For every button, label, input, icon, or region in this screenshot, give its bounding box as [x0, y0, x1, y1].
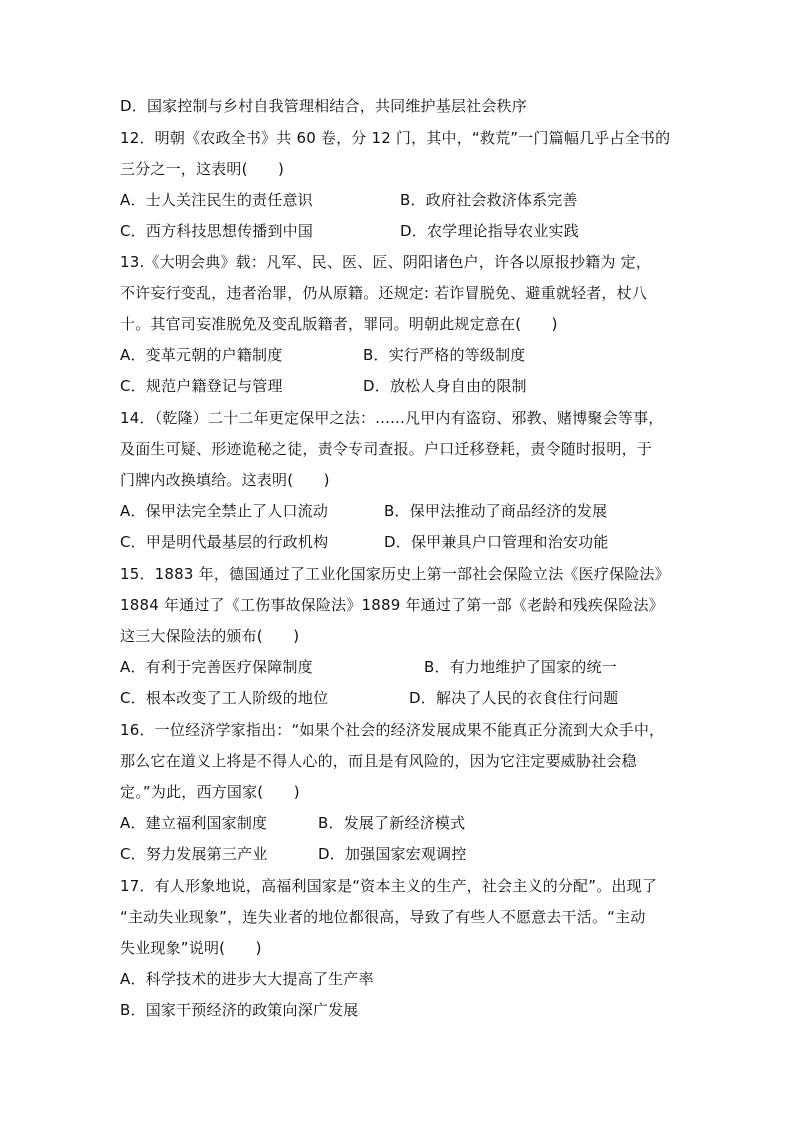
q15-stem-line3: 这三大保险法的颁布( )	[120, 627, 300, 645]
q14-option-a: A．保甲法完全禁止了人口流动	[120, 502, 329, 520]
q13-stem-line3: 十。其官司妄准脱免及变乱版籍者，罪同。明朝此规定意在( )	[120, 315, 558, 333]
q16-option-b: B．发展了新经济模式	[318, 814, 466, 832]
q15-option-c: C．根本改变了工人阶级的地位	[120, 689, 329, 707]
q12-stem-line2: 三分之一，这表明( )	[120, 160, 285, 178]
q16-stem-line1: 16．一位经济学家指出：“如果个社会的经济发展成果不能真正分流到大众手中，	[120, 721, 665, 739]
q14-option-c: C．甲是明代最基层的行政机构	[120, 533, 329, 551]
q15-option-a: A．有利于完善医疗保障制度	[120, 658, 313, 676]
q13-stem-line2: 不许妄行变乱，违者治罪，仍从原籍。还规定: 若诈冒脱免、避重就轻者，杖八	[120, 284, 648, 302]
q14-option-d: D．保甲兼具户口管理和治安功能	[384, 533, 609, 551]
q15-option-d: D．解决了人民的衣食住行问题	[409, 689, 619, 707]
q16-stem-line3: 定。”为此，西方国家( )	[120, 783, 300, 801]
q12-option-c: C．西方科技思想传播到中国	[120, 222, 314, 240]
q14-stem-line2: 及面生可疑、形迹诡秘之徒，责令专司查报。户口迁移登耗，责令随时报明，于	[120, 440, 653, 458]
q13-option-c: C．规范户籍登记与管理	[120, 377, 283, 395]
q13-option-d: D．放松人身自由的限制	[363, 377, 527, 395]
q12-stem-line1: 12．明朝《农政全书》共 60 卷，分 12 门，其中，“救荒”一门篇幅几乎占全书的	[120, 129, 671, 147]
q15-stem-line1: 15．1883 年，德国通过了工业化国家历史上第一部社会保险立法《医疗保险法》	[120, 565, 670, 583]
q12-option-b: B．政府社会救济体系完善	[400, 191, 578, 209]
q16-option-d: D．加强国家宏观调控	[318, 845, 467, 863]
q14-stem-line1: 14．（乾隆）二十二年更定保甲之法：......凡甲内有盗窃、邪教、赌博聚会等事，	[120, 409, 664, 427]
q11-option-d: D．国家控制与乡村自我管理相结合，共同维护基层社会秩序	[120, 97, 527, 115]
q16-stem-line2: 那么它在道义上将是不得人心的，而且是有风险的，因为它注定要威胁社会稳	[120, 752, 637, 770]
q12-option-d: D．农学理论指导农业实践	[400, 222, 579, 240]
q14-stem-line3: 门牌内改换填给。这表明( )	[120, 471, 330, 489]
q17-option-a: A．科学技术的进步大大提高了生产率	[120, 970, 374, 988]
q15-stem-line2: 1884 年通过了《工伤事故保险法》1889 年通过了第一部《老龄和残疾保险法》	[120, 596, 664, 614]
q17-stem-line2: “主动失业现象”，连失业者的地位都很高，导致了有些人不愿意去干活。“主动	[120, 908, 646, 926]
q13-option-b: B．实行严格的等级制度	[363, 346, 526, 364]
q16-option-a: A．建立福利国家制度	[120, 814, 268, 832]
q15-option-b: B．有力地维护了国家的统一	[424, 658, 617, 676]
q14-option-b: B．保甲法推动了商品经济的发展	[384, 502, 608, 520]
q17-stem-line3: 失业现象”说明( )	[120, 939, 262, 957]
q12-option-a: A．士人关注民生的责任意识	[120, 191, 313, 209]
q13-option-a: A．变革元朝的户籍制度	[120, 346, 283, 364]
q17-stem-line1: 17．有人形象地说，高福利国家是“资本主义的生产，社会主义的分配”。出现了	[120, 877, 658, 895]
q17-option-b: B．国家干预经济的政策向深广发展	[120, 1001, 359, 1019]
q16-option-c: C．努力发展第三产业	[120, 845, 268, 863]
q13-stem-line1: 13.《大明会典》载：凡军、民、医、匠、阴阳诸色户，许各以原报抄籍为 定，	[120, 253, 652, 271]
